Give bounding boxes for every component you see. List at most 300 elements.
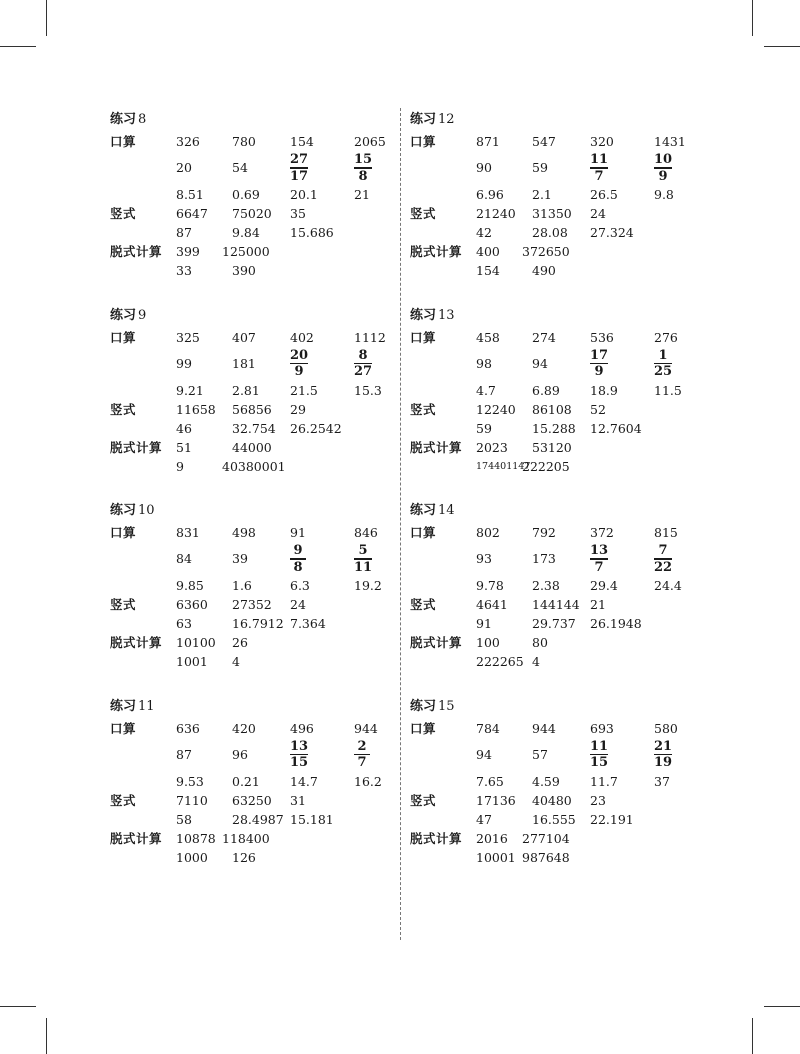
kousuan-fraction-row [110,151,400,185]
kousuan-row [110,719,400,738]
fraction-denominator: 19 [654,755,673,770]
answer-cell: 86108 [532,401,572,417]
tuoshi-label: 脱式计算 [410,244,463,259]
answer-cell: 20 [176,160,192,175]
fraction-answer [290,739,308,771]
answer-cell: 29.737 [532,616,576,631]
tuoshi-row [110,848,400,867]
answer-cell: 0.69 [232,187,260,202]
answer-cell: 420 [232,720,256,736]
fraction-answer [290,543,306,575]
exercise-title-label: 练习 [110,112,137,127]
answer-cell: 52 [590,401,606,417]
exercise-number: 9 [138,307,147,323]
answer-cell: 784 [476,720,500,736]
answer-cell: 42 [476,225,492,240]
answer-cell: 2065 [354,134,386,149]
tuoshi-row [410,633,700,652]
answer-cell: 181 [232,355,256,371]
answer-cell: 9 [176,458,184,474]
answer-cell: 173 [532,551,556,566]
kousuan-fraction-row [410,151,700,185]
answer-cell: 16.7912 [232,616,284,631]
answer-cell: 87 [176,225,192,240]
fraction-numerator: 8 [358,347,368,363]
fraction-denominator: 22 [654,559,673,575]
crop-mark [752,1018,753,1054]
answer-cell: 871 [476,134,500,149]
answer-cell: 399 [176,244,200,259]
answer-cell: 9.85 [176,578,204,593]
tuoshi-row [110,438,400,457]
column-divider [400,108,401,940]
fraction-numerator: 13 [590,543,609,558]
exercise-block [410,499,700,695]
answer-cell: 6.3 [290,578,310,593]
kousuan-label: 口算 [410,329,437,345]
tuoshi-row [410,438,700,457]
kousuan-fraction-row [410,738,700,772]
fraction-answer [590,739,608,771]
shushi-label: 竖式 [110,597,137,612]
fraction-denominator: 15 [290,755,309,770]
shushi-row [410,791,700,810]
exercise-block [110,499,400,695]
answer-cell: 54 [232,160,248,175]
answer-cell: 325 [176,329,200,345]
answer-cell: 277104 [522,830,570,846]
answer-cell: 24 [590,206,606,221]
answer-cell: 372 [590,525,614,540]
exercise-title [110,695,400,719]
shushi-row [410,595,700,614]
answer-cell: 18.9 [590,382,618,398]
answer-cell: 10878 [176,830,216,846]
tuoshi-label: 脱式计算 [410,635,463,650]
kousuan-row [410,719,700,738]
answer-cell: 11.7 [590,773,618,789]
exercise-title-label: 练习 [110,698,137,714]
answer-cell: 372650 [522,244,570,259]
answer-cell: 400 [476,244,500,259]
exercise-title-label: 练习 [110,307,137,323]
answer-cell: 2.81 [232,382,260,398]
answer-cell: 1001 [176,654,208,669]
answer-cell: 4.7 [476,382,496,398]
tuoshi-label: 脱式计算 [110,830,163,846]
answer-cell: 24 [290,597,306,612]
answer-cell: 944 [532,720,556,736]
crop-mark [46,1018,47,1054]
tuoshi-row [110,242,400,261]
kousuan-fraction-row [410,347,700,381]
answer-cell: 4.59 [532,773,560,789]
shushi-label: 竖式 [110,206,137,221]
answer-cell: 28.08 [532,225,568,240]
kousuan-decimal-row [110,576,400,595]
answer-cell: 11658 [176,401,216,417]
fraction-denominator: 11 [354,559,373,575]
fraction-numerator: 1 [658,347,668,363]
fraction-answer [590,543,608,575]
shushi-row [110,419,400,438]
answer-cell: 10001 [476,849,516,865]
fraction-answer [654,152,672,184]
exercise-number: 11 [138,698,155,714]
tuoshi-label: 脱式计算 [410,439,463,455]
answer-cell: 9.78 [476,578,504,593]
crop-mark [0,1006,36,1007]
answer-cell: 7110 [176,792,208,808]
answer-cell: 12.7604 [590,420,642,436]
shushi-label: 竖式 [410,206,437,221]
answer-cell: 792 [532,525,556,540]
answer-cell: 90 [476,160,492,175]
answer-cell: 44000 [232,439,272,455]
kousuan-row [110,132,400,151]
tuoshi-row [110,829,400,848]
answer-cell: 802 [476,525,500,540]
fraction-numerator: 27 [290,152,309,167]
answer-cell: 26.5 [590,187,618,202]
answer-cell: 320 [590,134,614,149]
fraction-denominator: 9 [658,168,668,184]
answer-cell: 46 [176,420,192,436]
exercise-number: 8 [138,112,147,127]
answer-cell: 16.2 [354,773,382,789]
answer-cell: 8.51 [176,187,204,202]
fraction-numerator: 15 [354,152,373,167]
fraction-numerator: 7 [658,543,668,558]
kousuan-fraction-row [110,347,400,381]
answer-cell: 16.555 [532,811,576,827]
answer-cell: 39 [232,551,248,566]
answer-cell: 22.191 [590,811,634,827]
tuoshi-row [410,652,700,671]
answer-cell: 31350 [532,206,572,221]
answer-cell: 58 [176,811,192,827]
fraction-answer [354,348,372,380]
answer-cell: 33 [176,263,192,278]
tuoshi-row [110,457,400,476]
answer-cell: 63 [176,616,192,631]
answer-cell: 274 [532,329,556,345]
kousuan-row [410,132,700,151]
answer-cell: 91 [476,616,492,631]
crop-mark [752,0,753,36]
exercise-title [410,304,700,328]
answer-cell: 6.89 [532,382,560,398]
left-column [110,108,400,890]
answer-cell: 2.38 [532,578,560,593]
shushi-row [410,419,700,438]
answer-cell: 28.4987 [232,811,284,827]
kousuan-decimal-row [110,381,400,400]
fraction-denominator: 7 [594,168,604,184]
tuoshi-row [410,829,700,848]
answer-cell: 56856 [232,401,272,417]
exercise-title [110,499,400,523]
answer-cell: 9.8 [654,187,674,202]
answer-cell: 1.6 [232,578,252,593]
fraction-numerator: 17 [590,347,609,363]
answer-cell: 6647 [176,206,208,221]
shushi-row [110,595,400,614]
answer-cell: 4641 [476,597,508,612]
fraction-answer [654,543,672,575]
tuoshi-label: 脱式计算 [410,830,463,846]
answer-cell: 29.4 [590,578,618,593]
answer-cell: 7.65 [476,773,504,789]
crop-mark [0,46,36,47]
answer-cell: 815 [654,525,678,540]
answer-cell: 222205 [522,458,570,474]
fraction-numerator: 13 [290,738,309,754]
answer-cell: 9.53 [176,773,204,789]
answer-cell: 94 [476,746,492,762]
fraction-denominator: 25 [654,364,673,379]
tuoshi-label: 脱式计算 [110,244,163,259]
answer-cell: 402 [290,329,314,345]
kousuan-label: 口算 [110,525,137,540]
answer-cell: 94 [532,355,548,371]
exercise-title-label: 练习 [410,112,437,127]
fraction-numerator: 2 [357,738,367,754]
kousuan-fraction-row [410,542,700,576]
shushi-row [110,223,400,242]
tuoshi-row [410,457,700,476]
tuoshi-row [110,633,400,652]
answer-cell: 57 [532,746,548,762]
kousuan-row [410,523,700,542]
shushi-row [410,204,700,223]
exercise-title [410,695,700,719]
crop-mark [46,0,47,36]
answer-cell: 17136 [476,792,516,808]
kousuan-label: 口算 [110,720,137,736]
answer-cell: 693 [590,720,614,736]
fraction-answer [590,152,608,184]
answer-cell: 40480 [532,792,572,808]
answer-cell: 174401147 [476,460,531,472]
answer-cell: 15.686 [290,225,334,240]
fraction-numerator: 11 [590,152,609,167]
answer-cell: 4 [232,654,240,669]
answer-cell: 21.5 [290,382,318,398]
exercise-block [410,695,700,891]
exercise-title-label: 练习 [410,503,437,518]
answer-cell: 222265 [476,654,524,669]
answer-cell: 80 [532,635,548,650]
answer-cell: 987648 [522,849,570,865]
answer-cell: 87 [176,746,192,762]
answer-cell: 458 [476,329,500,345]
answer-cell: 19.2 [354,578,382,593]
shushi-row [110,400,400,419]
exercise-number: 14 [438,503,455,518]
answer-cell: 490 [532,263,556,278]
answer-cell: 20.1 [290,187,318,202]
answer-cell: 91 [290,525,306,540]
kousuan-decimal-row [410,381,700,400]
exercise-title [110,304,400,328]
shushi-row [110,791,400,810]
exercise-block [410,108,700,304]
answer-cell: 27.324 [590,225,634,240]
kousuan-decimal-row [110,185,400,204]
fraction-denominator: 9 [594,364,604,379]
answer-cell: 59 [532,160,548,175]
kousuan-fraction-row [110,542,400,576]
answer-cell: 15.288 [532,420,576,436]
kousuan-row [410,328,700,347]
fraction-denominator: 7 [594,559,604,575]
fraction-answer [654,739,672,771]
answer-cell: 276 [654,329,678,345]
tuoshi-row [410,261,700,280]
shushi-row [110,204,400,223]
fraction-numerator: 10 [654,152,673,167]
fraction-numerator: 21 [654,738,673,754]
answer-cell: 24.4 [654,578,682,593]
fraction-answer [290,152,308,184]
right-column [410,108,700,890]
answer-cell: 98 [476,355,492,371]
answer-cell: 99 [176,355,192,371]
answer-cell: 53120 [532,439,572,455]
tuoshi-label: 脱式计算 [110,635,163,650]
answer-cell: 6360 [176,597,208,612]
exercise-number: 12 [438,112,455,127]
answer-cell: 26 [232,635,248,650]
fraction-denominator: 27 [354,364,373,379]
exercise-title-label: 练习 [410,698,437,714]
answer-cell: 1431 [654,134,686,149]
tuoshi-row [110,652,400,671]
kousuan-decimal-row [410,772,700,791]
answer-cell: 118400 [222,830,270,846]
answer-cell: 154 [290,134,314,149]
answer-cell: 4 [532,654,540,669]
answer-cell: 144144 [532,597,580,612]
shushi-label: 竖式 [110,401,137,417]
answer-cell: 21240 [476,206,516,221]
tuoshi-row [110,261,400,280]
fraction-numerator: 9 [293,543,303,558]
answer-cell: 37 [654,773,670,789]
fraction-answer [590,348,608,380]
answer-cell: 9.21 [176,382,204,398]
answer-cell: 75020 [232,206,272,221]
answer-cell: 14.7 [290,773,318,789]
exercise-title [410,499,700,523]
shushi-row [110,810,400,829]
exercise-title [110,108,400,132]
answer-cell: 15.181 [290,811,334,827]
answer-cell: 154 [476,263,500,278]
exercise-number: 10 [138,503,155,518]
answer-cell: 580 [654,720,678,736]
answer-cell: 32.754 [232,420,276,436]
fraction-numerator: 20 [290,347,309,363]
answer-cell: 831 [176,525,200,540]
answer-cell: 944 [354,720,378,736]
shushi-row [410,400,700,419]
answer-cell: 12240 [476,401,516,417]
answer-cell: 390 [232,263,256,278]
answer-cell: 1000 [176,849,208,865]
shushi-row [110,614,400,633]
answer-cell: 23 [590,792,606,808]
tuoshi-row [410,848,700,867]
kousuan-fraction-row [110,738,400,772]
answer-cell: 26.2542 [290,420,342,436]
exercise-block [410,304,700,500]
answer-cell: 125000 [222,244,270,259]
tuoshi-label: 脱式计算 [110,439,163,455]
answer-cell: 21 [590,597,606,612]
fraction-denominator: 7 [357,755,367,770]
fraction-denominator: 15 [590,755,609,770]
answer-cell: 21 [354,187,370,202]
shushi-label: 竖式 [410,597,437,612]
answer-cell: 84 [176,551,192,566]
shushi-label: 竖式 [110,792,137,808]
fraction-denominator: 8 [293,559,303,575]
fraction-answer [290,348,308,380]
answer-cell: 59 [476,420,492,436]
answer-cell: 15.3 [354,382,382,398]
answer-cell: 29 [290,401,306,417]
answer-cell: 11.5 [654,382,682,398]
tuoshi-row [410,242,700,261]
exercise-title-label: 练习 [110,503,137,518]
shushi-row [410,223,700,242]
answer-cell: 1112 [354,329,386,345]
crop-mark [764,1006,800,1007]
kousuan-decimal-row [410,576,700,595]
kousuan-row [110,328,400,347]
kousuan-label: 口算 [410,134,437,149]
fraction-answer [654,348,672,380]
answer-cell: 100 [476,635,500,650]
shushi-label: 竖式 [410,792,437,808]
exercise-block [110,304,400,500]
answer-cell: 780 [232,134,256,149]
answer-cell: 27352 [232,597,272,612]
answer-cell: 47 [476,811,492,827]
exercise-number: 13 [438,307,455,323]
answer-cell: 547 [532,134,556,149]
fraction-answer [354,152,372,184]
answer-cell: 498 [232,525,256,540]
fraction-answer [354,543,372,575]
answer-cell: 40380001 [222,458,286,474]
answer-cell: 6.96 [476,187,504,202]
fraction-denominator: 9 [294,364,304,379]
answer-cell: 636 [176,720,200,736]
answer-cell: 496 [290,720,314,736]
answer-cell: 35 [290,206,306,221]
shushi-label: 竖式 [410,401,437,417]
fraction-denominator: 8 [358,168,368,184]
answer-cell: 51 [176,439,192,455]
kousuan-decimal-row [410,185,700,204]
answer-cell: 126 [232,849,256,865]
crop-mark [764,46,800,47]
answer-cell: 0.21 [232,773,260,789]
answer-cell: 9.84 [232,225,260,240]
